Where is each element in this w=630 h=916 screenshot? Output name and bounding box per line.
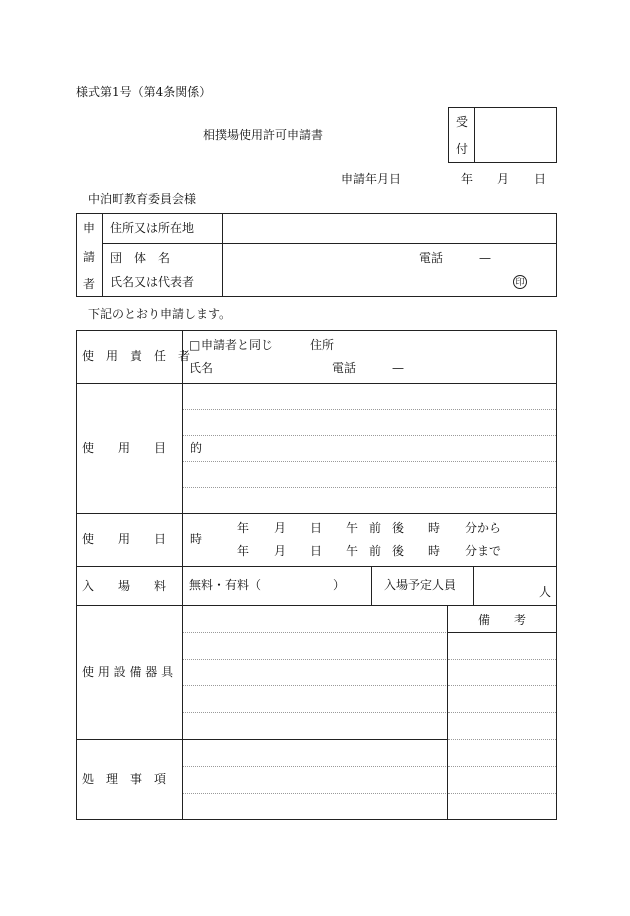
main-table [76, 330, 557, 820]
processing-label: 処 理 事 項 [82, 772, 167, 786]
applicant-phone-label: 電話 [419, 251, 444, 265]
dt1-mae: 前 [369, 521, 382, 535]
responsible-label: 使 用 責 任 者 [82, 349, 191, 363]
date-year: 年 [461, 172, 474, 186]
applicant-side-3: 者 [83, 277, 96, 291]
dt2-minute: 分まで [465, 544, 502, 558]
datetime-label: 使 用 日 時 [82, 532, 203, 546]
dt2-go: 後 [392, 544, 405, 558]
responsible-phone-dash: — [392, 361, 404, 375]
same-as-applicant-label: 申請者と同じ [201, 338, 274, 352]
dt1-go: 後 [392, 521, 405, 535]
remarks-label: 備 考 [478, 613, 527, 627]
attendance-unit: 人 [539, 585, 552, 599]
purpose-label: 使 用 目 的 [82, 441, 203, 455]
applicant-address-label: 住所又は所在地 [110, 221, 195, 235]
dt1-year: 年 [237, 521, 250, 535]
date-label: 申請年月日 [341, 172, 402, 186]
fee-value: 無料・有料（ ） [189, 578, 346, 592]
addressee: 中泊町教育委員会様 [88, 192, 197, 206]
fee-label: 入 場 料 [82, 579, 167, 593]
dt2-day: 日 [310, 544, 323, 558]
dt1-month: 月 [274, 521, 287, 535]
form-number: 様式第1号（第4条関係） [76, 85, 212, 99]
equipment-label: 使 用 設 備 器 具 [82, 665, 174, 679]
dt1-hour: 時 [428, 521, 441, 535]
seal-mark: 印 [513, 275, 527, 289]
dt2-mae: 前 [369, 544, 382, 558]
attendance-label: 入場予定人員 [384, 578, 457, 592]
dt1-am: 午 [346, 521, 359, 535]
dt2-hour: 時 [428, 544, 441, 558]
applicant-phone-dash: — [479, 251, 491, 265]
applicant-side-2: 請 [83, 250, 96, 264]
dt1-day: 日 [310, 521, 323, 535]
dt2-month: 月 [274, 544, 287, 558]
responsible-address-label: 住所 [310, 338, 335, 352]
dt2-year: 年 [237, 544, 250, 558]
receipt-label-bottom: 付 [456, 142, 469, 156]
applicant-group-label: 団 体 名 [110, 251, 171, 265]
form-title: 相撲場使用許可申請書 [203, 128, 324, 142]
responsible-phone-label: 電話 [332, 361, 357, 375]
date-month: 月 [497, 172, 510, 186]
same-as-applicant-checkbox[interactable]: □ [189, 338, 201, 352]
statement: 下記のとおり申請します。 [88, 307, 232, 321]
dt1-minute: 分から [465, 521, 502, 535]
applicant-side-1: 申 [83, 221, 96, 235]
date-day: 日 [534, 172, 547, 186]
applicant-name-label: 氏名又は代表者 [110, 275, 195, 289]
responsible-name-label: 氏名 [189, 361, 214, 375]
dt2-am: 午 [346, 544, 359, 558]
receipt-label-top: 受 [456, 115, 469, 129]
